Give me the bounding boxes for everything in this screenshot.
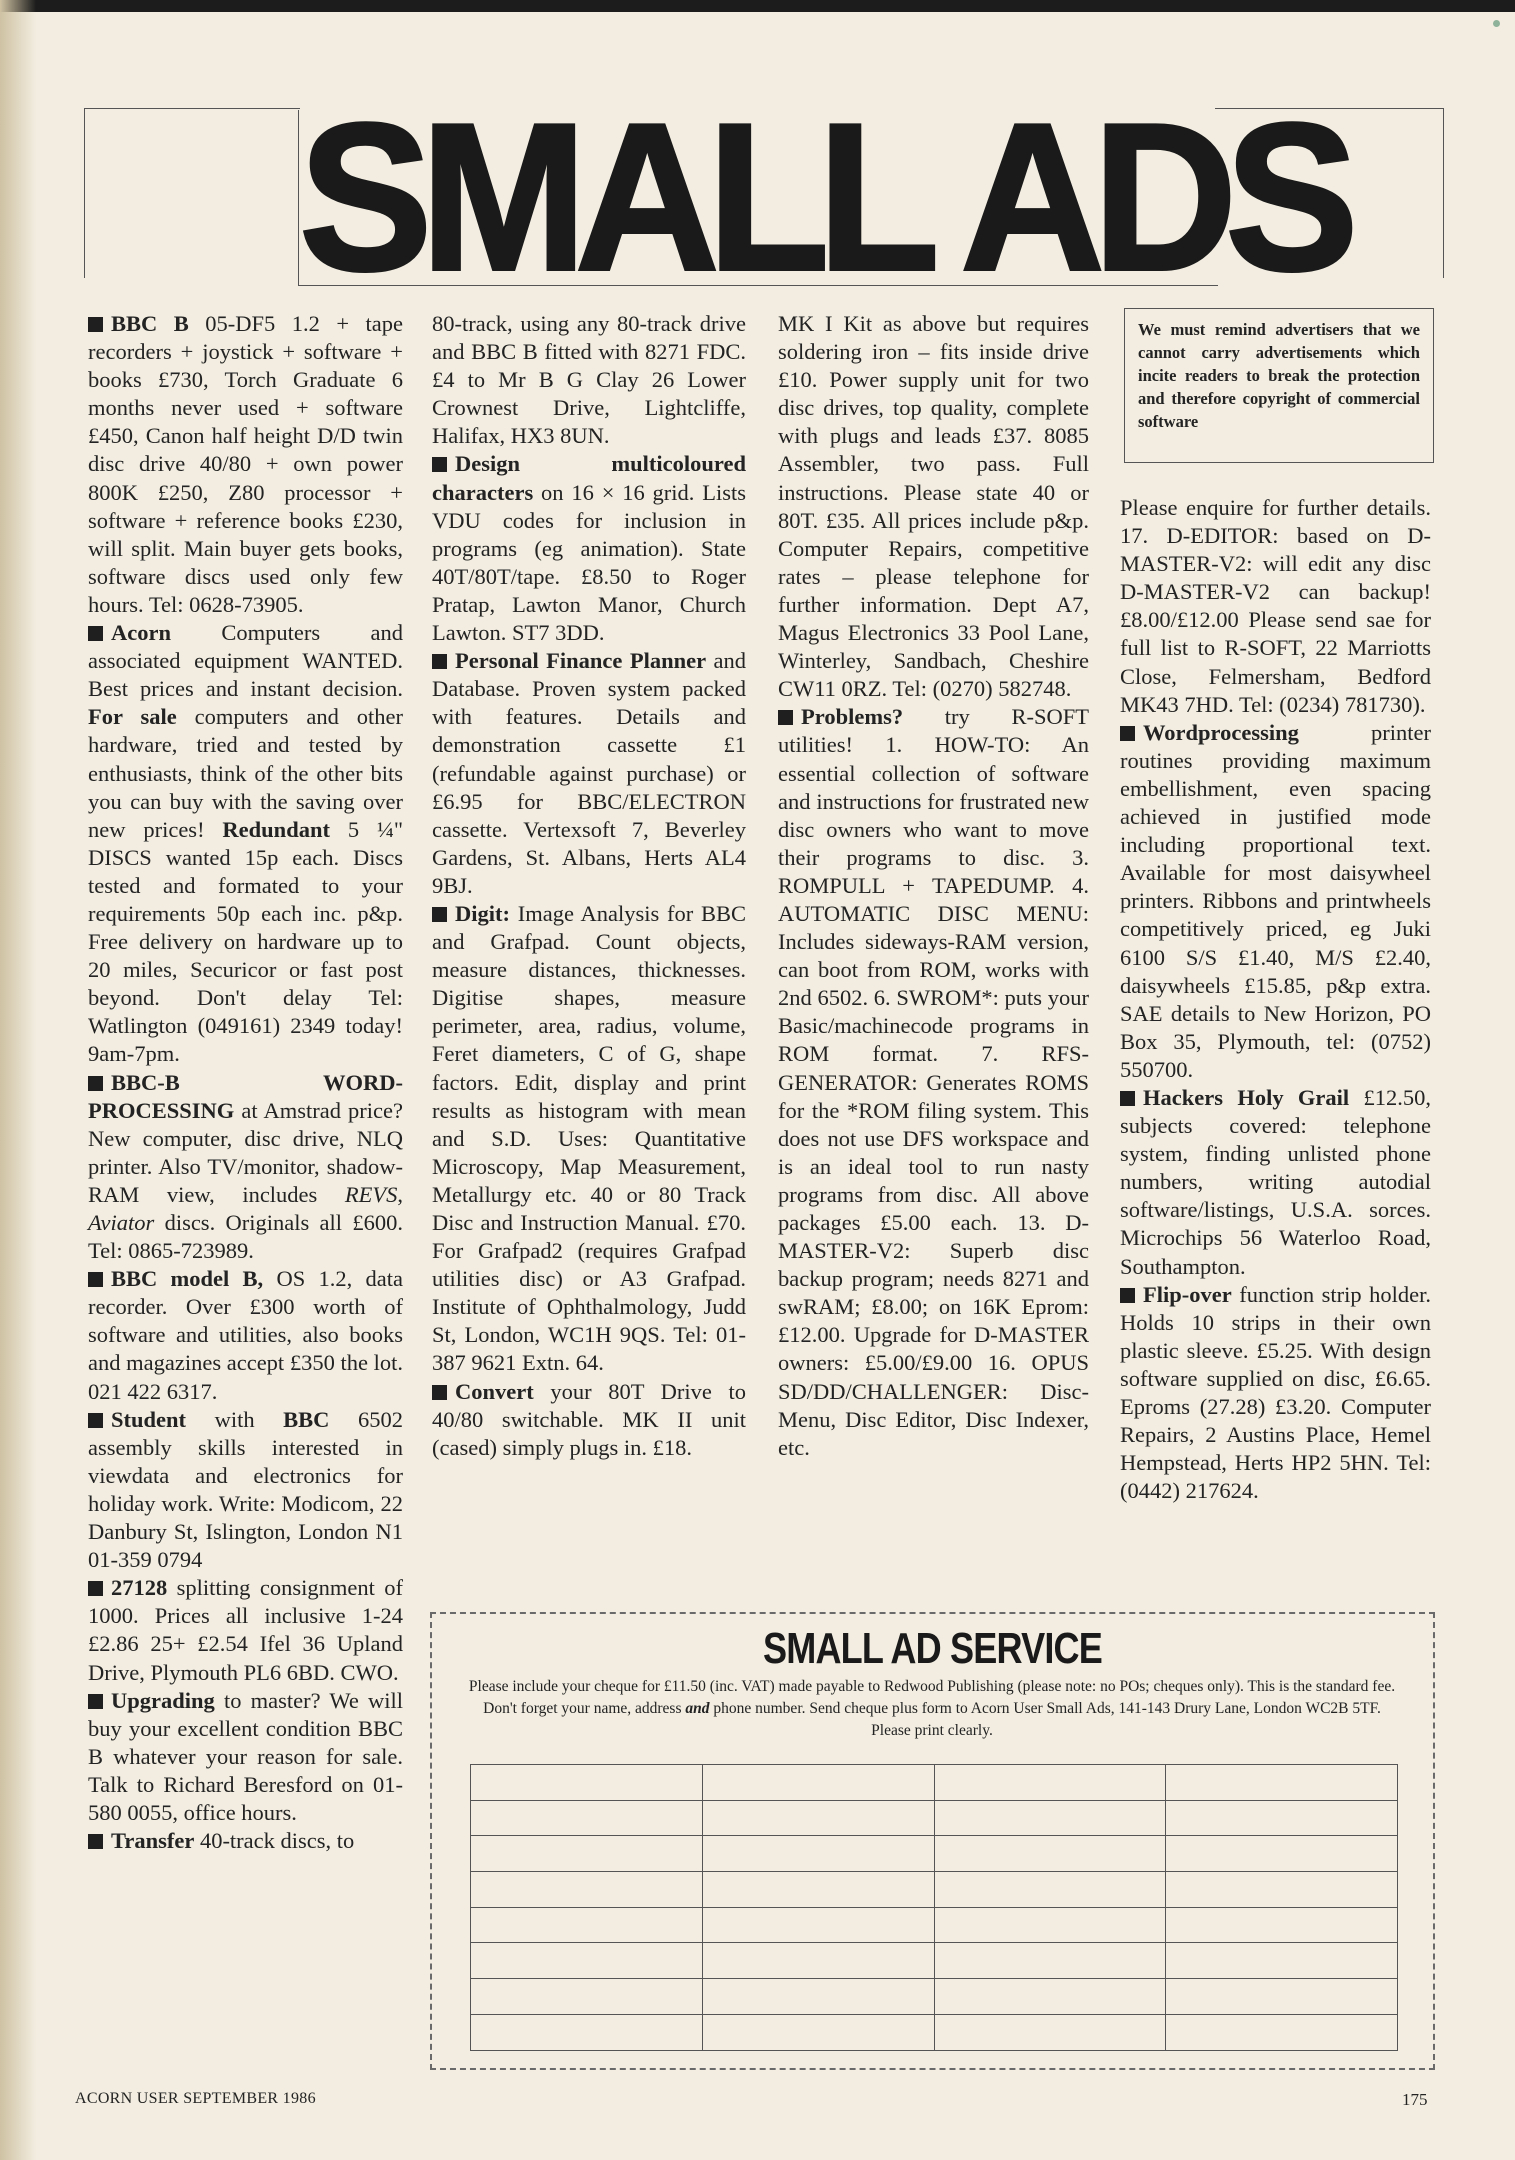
- grid-cell: [471, 1800, 703, 1836]
- ad-lead: Design multicoloured characters: [432, 451, 746, 505]
- grid-cell: [471, 1979, 703, 2015]
- bullet-square-icon: [778, 710, 793, 725]
- grid-cell: [1166, 1979, 1398, 2015]
- bullet-square-icon: [88, 317, 103, 332]
- ad-lead: Hackers Holy Grail: [1143, 1084, 1350, 1110]
- grid-cell: [1166, 1907, 1398, 1943]
- classified-ad: [88, 310, 403, 619]
- ad-body: try R-SOFT utilities! 1. HOW-TO: An essential collection of software and instructions for frustrated new disc owners who want to move their programs to disc. 3. ROMPULL + TAPEDUMP. 4. AUTOMATIC DISC MENU: Includes sideways-RAM version, can boot from ROM, works with 2nd 6502. 6. SWROM*: puts your Basic/machinecode programs in ROM format. 7. RFS-GENERATOR: Generates ROMS for the *ROM filing system. This does not use DFS workspace and is an ideal tool to run nasty programs from disc. All above packages £5.00 each. 13. D-MASTER-V2: Superb disc backup program; needs 8271 and swRAM; £8.00; on 16K Eprom: £12.00. Upgrade for D-MASTER owners: £5.00/£9.00 16. OPUS SD/DD/CHALLENGER: Disc-Menu, Disc Editor, Disc Indexer, etc.: [778, 704, 1089, 1460]
- bullet-square-icon: [1120, 1091, 1135, 1106]
- grid-cell: [702, 1765, 934, 1801]
- ad-lead: Convert: [455, 1378, 534, 1404]
- bullet-square-icon: [432, 457, 447, 472]
- classified-ad: [1120, 1281, 1431, 1506]
- grid-cell: [471, 1872, 703, 1908]
- ad-lead: Problems?: [801, 704, 904, 730]
- grid-cell: [471, 1836, 703, 1872]
- registration-dot: [1493, 20, 1500, 27]
- grid-cell: [702, 1872, 934, 1908]
- bullet-square-icon: [88, 1581, 103, 1596]
- ad-body: 05-DF5 1.2 + tape recorders + joystick + software + books £730, Torch Graduate 6 months never used + software £450, Canon half height D/D twin disc drive 40/80 + own power 800K £250, Z80 processor + software + reference books £230, will split. Main buyer gets books, software discs used only few hours. Tel: 0628-73905.: [88, 311, 403, 617]
- ad-lead: Acorn: [111, 620, 171, 646]
- grid-cell: [934, 1836, 1166, 1872]
- ad-body: OS 1.2, data recorder. Over £300 worth of software and utilities, also books and magazines accept £350 the lot. 021 422 6317.: [88, 1266, 403, 1404]
- grid-cell: [471, 2014, 703, 2050]
- classified-ad: [1120, 1084, 1431, 1281]
- grid-cell: [934, 1765, 1166, 1801]
- grid-cell: [934, 1800, 1166, 1836]
- bullet-square-icon: [88, 1272, 103, 1287]
- grid-cell: [1166, 1765, 1398, 1801]
- grid-cell: [471, 1765, 703, 1801]
- ad-lead: BBC-B WORD-PROCESSING: [88, 1069, 403, 1123]
- column-1: [88, 310, 403, 1855]
- grid-cell: [934, 1907, 1166, 1943]
- ad-body: and Database. Proven system packed with features. Details and demonstration cassette £1 (refundable against purchase) or £6.95 for BBC/ELECTRON cassette. Vertexsoft 7, Beverley Gardens, St. Albans, Herts AL4 9BJ.: [432, 648, 746, 898]
- ad-body: Image Analysis for BBC and Grafpad. Count objects, measure distances, thicknesses. Digitise shapes, measure perimeter, area, radius, volume, Feret diameters, C of G, shape factors. Edit, display and print results as histogram with mean and S.D. Uses: Quantitative Microscopy, Map Measurement, Metallurgy etc. 40 or 80 Track Disc and Instruction Manual. £70. For Grafpad2 (requires Grafpad utilities disc) or A3 Grafpad. Institute of Ophthalmology, Judd St, London, WC1H 9QS. Tel: 01-387 9621 Extn. 64.: [432, 900, 746, 1376]
- grid-cell: [934, 2014, 1166, 2050]
- grid-cell: [934, 1872, 1166, 1908]
- classified-ad: [88, 1406, 403, 1575]
- grid-row: [471, 1979, 1398, 2015]
- title-box: [298, 80, 1347, 315]
- bullet-square-icon: [88, 626, 103, 641]
- ad-lead: Digit:: [455, 900, 510, 926]
- advertiser-notice-box: We must remind advertisers that we cannot carry advertisements which incite readers to break the protection and therefore copyright of commercial software: [1124, 308, 1434, 463]
- grid-row: [471, 1765, 1398, 1801]
- grid-row: [471, 1836, 1398, 1872]
- grid-cell: [1166, 1943, 1398, 1979]
- ad-lead: BBC B: [111, 311, 189, 336]
- grid-cell: [1166, 2014, 1398, 2050]
- ad-body: function strip holder. Holds 10 strips in their own plastic sleeve. £5.25. With design software supplied on disc, £6.65. Eproms (27.28) £3.20. Computer Repairs, 2 Austins Place, Hemel Hempstead, Herts HP2 5HN. Tel: (0442) 217624.: [1120, 1281, 1431, 1504]
- ad-body: MK I Kit as above but requires soldering iron – fits inside drive £10. Power supply unit for two disc drives, top quality, complete with plugs and leads £37. 8085 Assembler, two pass. Full instructions. Please state 40 or 80T. £35. All prices include p&p. Computer Repairs, competitive rates – please telephone for further information. Dept A7, Magus Electronics 33 Pool Lane, Winterley, Sandbach, Cheshire CW11 0RZ. Tel: (0270) 582748.: [778, 311, 1089, 702]
- classified-ad: [778, 310, 1089, 703]
- bullet-square-icon: [88, 1834, 103, 1849]
- classified-ad: [432, 647, 746, 900]
- ad-body: printer routines providing maximum embellishment, even spacing achieved in justified mode including proportional text. Available for most daisywheel printers. Ribbons and printwheels competitively priced, eg Juki 6100 S/S £1.40, M/S £2.40, daisywheels £15.85, p&p extra. SAE details to New Horizon, PO Box 35, Plymouth, tel: (0752) 550700.: [1120, 719, 1431, 1082]
- ad-body: with BBC 6502 assembly skills interested in viewdata and electronics for holiday work. Write: Modicom, 22 Danbury St, Islington, London N1 01-359 0794: [88, 1406, 403, 1573]
- ad-body: your 80T Drive to 40/80 switchable. MK II unit (cased) simply plugs in. £18.: [432, 1378, 746, 1460]
- bullet-square-icon: [88, 1694, 103, 1709]
- classified-ad: [778, 703, 1089, 1462]
- ad-lead: 27128: [111, 1575, 168, 1601]
- classified-ad: [1120, 719, 1431, 1084]
- bullet-square-icon: [432, 1385, 447, 1400]
- grid-cell: [702, 1836, 934, 1872]
- ad-lead: Personal Finance Planner: [455, 648, 707, 674]
- ad-lead: Transfer: [111, 1828, 195, 1854]
- service-title: SMALL AD SERVICE: [762, 1624, 1103, 1673]
- bullet-square-icon: [432, 654, 447, 669]
- ad-body: at Amstrad price? New computer, disc drive, NLQ printer. Also TV/monitor, shadow-RAM view, includes REVS, Aviator discs. Originals all £600. Tel: 0865-723989.: [88, 1097, 403, 1264]
- grid-cell: [702, 1800, 934, 1836]
- page-gutter-shade: [0, 0, 36, 2160]
- classified-ad: [88, 1574, 403, 1686]
- classified-ad: [1120, 494, 1431, 719]
- classified-ad: [88, 1687, 403, 1827]
- column-2: [432, 310, 746, 1462]
- ad-body: 40-track discs, to: [194, 1828, 355, 1854]
- bullet-square-icon: [1120, 1288, 1135, 1303]
- ad-entry-grid: [470, 1764, 1398, 2051]
- grid-cell: [702, 2014, 934, 2050]
- top-edge-bar: [0, 0, 1515, 12]
- column-3: [778, 310, 1089, 1462]
- ad-lead: Wordprocessing: [1143, 719, 1299, 745]
- ad-body: £12.50, subjects covered: telephone system, finding unlisted phone numbers, writing autodial software/listings, U.S.A. sorces. Microchips 56 Waterloo Road, Southampton.: [1120, 1084, 1431, 1279]
- classified-ad: [432, 1378, 746, 1462]
- grid-cell: [1166, 1836, 1398, 1872]
- classified-ad: [88, 1265, 403, 1405]
- grid-row: [471, 1800, 1398, 1836]
- grid-cell: [471, 1907, 703, 1943]
- ad-body: Computers and associated equipment WANTED. Best prices and instant decision. For sale computers and other hardware, tried and tested by enthusiasts, think of the other bits you can buy with the saving over new prices! Redundant 5 ¼" DISCS wanted 15p each. Discs tested and formated to your requirements 50p each inc. p&p. Free delivery on hardware up to 20 miles, Securicor or fast post beyond. Don't delay Tel: Watlington (049161) 2349 today! 9am-7pm.: [88, 620, 403, 1067]
- grid-cell: [1166, 1872, 1398, 1908]
- grid-row: [471, 1943, 1398, 1979]
- classified-ad: [88, 1827, 403, 1855]
- classified-ad: [432, 450, 746, 647]
- service-instructions: Please include your cheque for £11.50 (inc. VAT) made payable to Redwood Publishing (please note: no POs; cheques only). This is the standard fee. Don't forget your name, address and phone number. Send cheque plus form to Acorn User Small Ads, 141-143 Drury Lane, London WC2B 5TF. Please print clearly.: [468, 1678, 1396, 1739]
- ad-body: on 16 × 16 grid. Lists VDU codes for inclusion in programs (eg animation). State 40T/80T/tape. £8.50 to Roger Pratap, Lawton Manor, Church Lawton. ST7 3DD.: [432, 479, 746, 646]
- small-ad-service-form: [430, 1612, 1435, 2070]
- grid-row: [471, 1872, 1398, 1908]
- ad-lead: Student: [111, 1406, 187, 1432]
- grid-cell: [934, 1943, 1166, 1979]
- grid-cell: [1166, 1800, 1398, 1836]
- grid-cell: [702, 1943, 934, 1979]
- bullet-square-icon: [1120, 726, 1135, 741]
- grid-cell: [471, 1943, 703, 1979]
- grid-cell: [702, 1979, 934, 2015]
- ad-body: 80-track, using any 80-track drive and BBC B fitted with 8271 FDC. £4 to Mr B G Clay 26 Lower Crownest Drive, Lightcliffe, Halifax, HX3 8UN.: [432, 311, 746, 449]
- grid-cell: [702, 1907, 934, 1943]
- page-title: SMALL ADS: [299, 80, 1347, 315]
- ad-body: splitting consignment of 1000. Prices all inclusive 1-24 £2.86 25+ £2.54 Ifel 36 Upland Drive, Plymouth PL6 6BD. CWO.: [88, 1575, 403, 1685]
- page-number: 175: [1402, 2090, 1428, 2109]
- title-frame-left: [84, 108, 300, 278]
- ad-lead: BBC model B,: [111, 1266, 264, 1292]
- column-4: [1120, 494, 1431, 1505]
- classified-ad: [88, 619, 403, 1069]
- ad-lead: Flip-over: [1143, 1281, 1232, 1307]
- ad-lead: Upgrading: [111, 1687, 215, 1713]
- footer-publication: ACORN USER SEPTEMBER 1986: [75, 2090, 316, 2107]
- ad-body: Please enquire for further details. 17. D-EDITOR: based on D-MASTER-V2: will edit any disc D-MASTER-V2 can backup! £8.00/£12.00 Please send sae for full list to R-SOFT, 22 Marriotts Close, Felmersham, Bedford MK43 7HD. Tel: (0234) 781730).: [1120, 495, 1431, 717]
- grid-cell: [934, 1979, 1166, 2015]
- classified-ad: [432, 900, 746, 1378]
- grid-row: [471, 1907, 1398, 1943]
- bullet-square-icon: [88, 1076, 103, 1091]
- bullet-square-icon: [88, 1413, 103, 1428]
- grid-row: [471, 2014, 1398, 2050]
- bullet-square-icon: [432, 907, 447, 922]
- ad-body: to master? We will buy your excellent condition BBC B whatever your reason for sale. Talk to Richard Beresford on 01-580 0055, office hours.: [88, 1687, 403, 1825]
- classified-ad: [432, 310, 746, 450]
- classified-ad: [88, 1069, 403, 1266]
